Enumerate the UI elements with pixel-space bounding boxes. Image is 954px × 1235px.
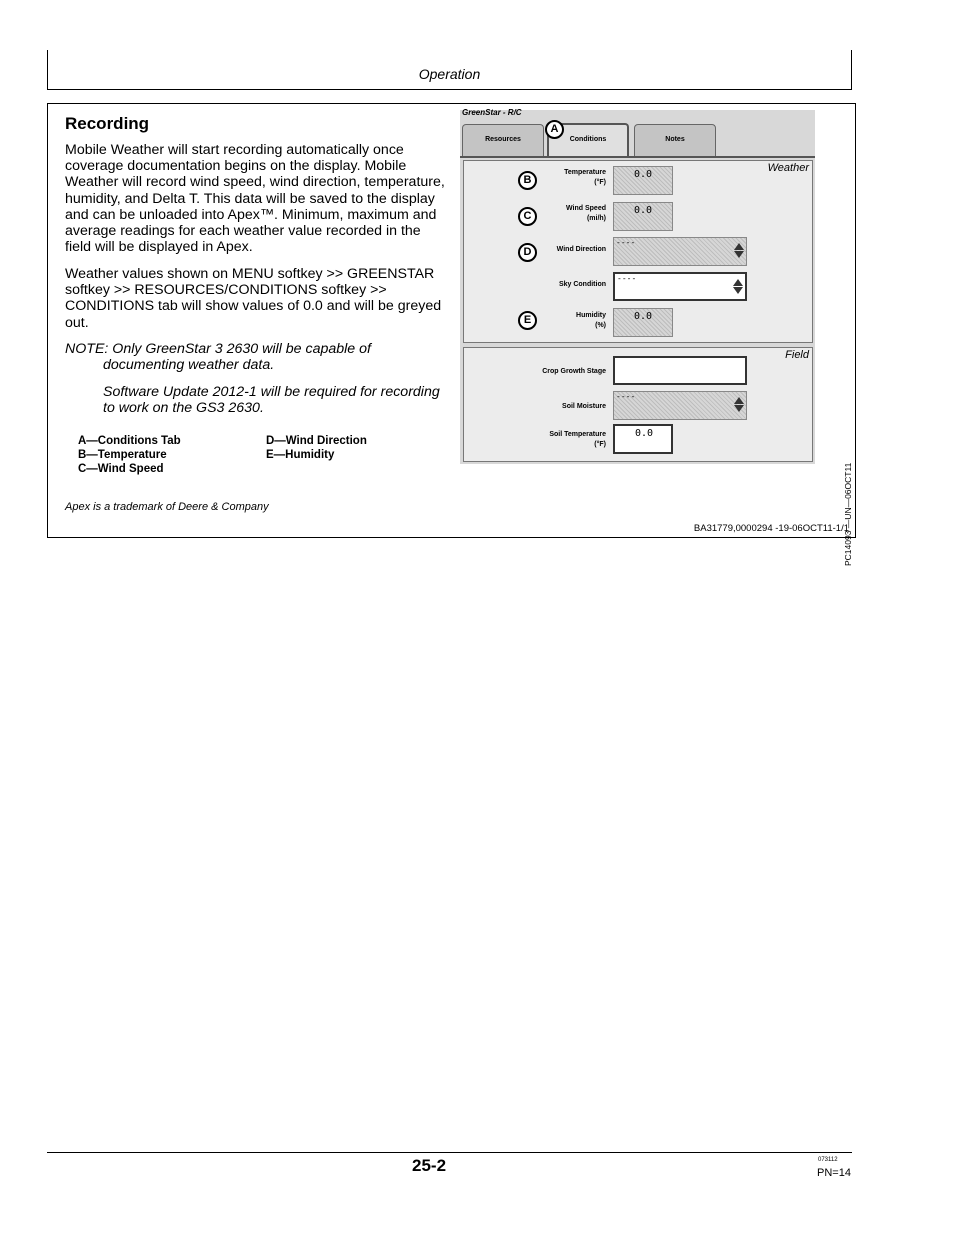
footer-rule bbox=[47, 1152, 852, 1153]
weather-panel bbox=[463, 160, 813, 343]
page-number: 25-2 bbox=[412, 1156, 447, 1175]
page-pn: PN=14 bbox=[817, 1167, 851, 1179]
legend-item: B—Temperature bbox=[78, 449, 167, 461]
temperature-label-text: Temperature bbox=[564, 169, 606, 176]
note-2: Software Update 2012-1 will be required for recording to work on the GS3 2630. bbox=[103, 384, 440, 417]
legend-column-1 bbox=[78, 434, 181, 476]
wind-speed-field: 0.0 bbox=[613, 202, 673, 231]
legend-item: A—Conditions Tab bbox=[78, 435, 181, 447]
crop-growth-label: Crop Growth Stage bbox=[542, 368, 606, 375]
sky-condition-select[interactable] bbox=[613, 272, 747, 301]
wind-direction-value: ---- bbox=[616, 238, 636, 247]
screen-title: GreenStar - R/C bbox=[462, 108, 522, 117]
trademark-note: Apex is a trademark of Deere & Company bbox=[65, 501, 269, 513]
tab-notes[interactable]: Notes bbox=[634, 124, 716, 156]
note-1 bbox=[65, 341, 445, 373]
tab-conditions[interactable]: Conditions bbox=[547, 123, 629, 157]
callout-c: C bbox=[518, 207, 537, 226]
tab-divider bbox=[460, 156, 815, 158]
soil-temp-field[interactable]: 0.0 bbox=[613, 424, 673, 454]
footer-code: 073112 bbox=[818, 1157, 838, 1163]
humidity-unit: (%) bbox=[595, 322, 606, 329]
greenstar-screen bbox=[460, 110, 815, 464]
note-1-line-2: documenting weather data. bbox=[103, 357, 275, 374]
wind-direction-select bbox=[613, 237, 747, 266]
field-label: Field bbox=[785, 349, 809, 361]
soil-temp-label bbox=[511, 430, 606, 450]
wind-speed-unit: (mi/h) bbox=[586, 215, 606, 222]
temperature-field: 0.0 bbox=[613, 166, 673, 195]
spinner-icon[interactable] bbox=[732, 278, 743, 295]
paragraph-1: Mobile Weather will start recording automatically once coverage documentation begins on the display. Mobile Weather will record wind speed, wind direction, temperature, humidity, and Delta T. This data will be saved to the display and can be unloaded into Apex™. Minimum, maximum and average readings for each weather value recorded in the field will be displayed in Apex. bbox=[65, 142, 445, 256]
spinner-icon bbox=[733, 242, 744, 259]
wind-speed-label-text: Wind Speed bbox=[566, 205, 606, 212]
document-id: BA31779,0000294 -19-06OCT11-1/1 bbox=[693, 523, 849, 534]
header-title: Operation bbox=[418, 66, 481, 82]
sky-condition-label: Sky Condition bbox=[558, 281, 606, 288]
soil-moisture-label: Soil Moisture bbox=[562, 403, 606, 410]
crop-growth-field[interactable] bbox=[613, 356, 747, 385]
callout-d: D bbox=[518, 243, 537, 262]
legend-item: C—Wind Speed bbox=[78, 463, 164, 475]
callout-a: A bbox=[545, 120, 564, 139]
wind-direction-label: Wind Direction bbox=[556, 246, 606, 253]
humidity-field: 0.0 bbox=[613, 308, 673, 337]
spinner-icon bbox=[733, 396, 744, 413]
sky-condition-value: ---- bbox=[617, 274, 637, 283]
figure-id: PC14093 —UN—06OCT11 bbox=[843, 462, 853, 566]
field-panel bbox=[463, 347, 813, 462]
note-1-line-1: NOTE: Only GreenStar 3 2630 will be capable of bbox=[65, 341, 371, 357]
legend-column-2 bbox=[266, 434, 367, 462]
soil-moisture-value: ---- bbox=[616, 392, 636, 401]
humidity-label-text: Humidity bbox=[576, 312, 606, 319]
section-title: Recording bbox=[65, 114, 150, 133]
tab-resources[interactable]: Resources bbox=[462, 124, 544, 156]
temperature-unit: (°F) bbox=[594, 179, 606, 186]
soil-temp-label-text: Soil Temperature bbox=[549, 431, 606, 438]
header-box bbox=[47, 50, 852, 90]
paragraph-2: Weather values shown on MENU softkey >> GREENSTAR softkey >> RESOURCES/CONDITIONS softkey >> CONDITIONS tab will show values of 0.0 and will be greyed out. bbox=[65, 266, 442, 331]
soil-moisture-select bbox=[613, 391, 747, 420]
callout-b: B bbox=[518, 171, 537, 190]
legend-item: E—Humidity bbox=[266, 449, 335, 461]
weather-label: Weather bbox=[767, 162, 809, 174]
callout-e: E bbox=[518, 311, 537, 330]
soil-temp-unit: (°F) bbox=[594, 441, 606, 448]
legend-item: D—Wind Direction bbox=[266, 435, 367, 447]
